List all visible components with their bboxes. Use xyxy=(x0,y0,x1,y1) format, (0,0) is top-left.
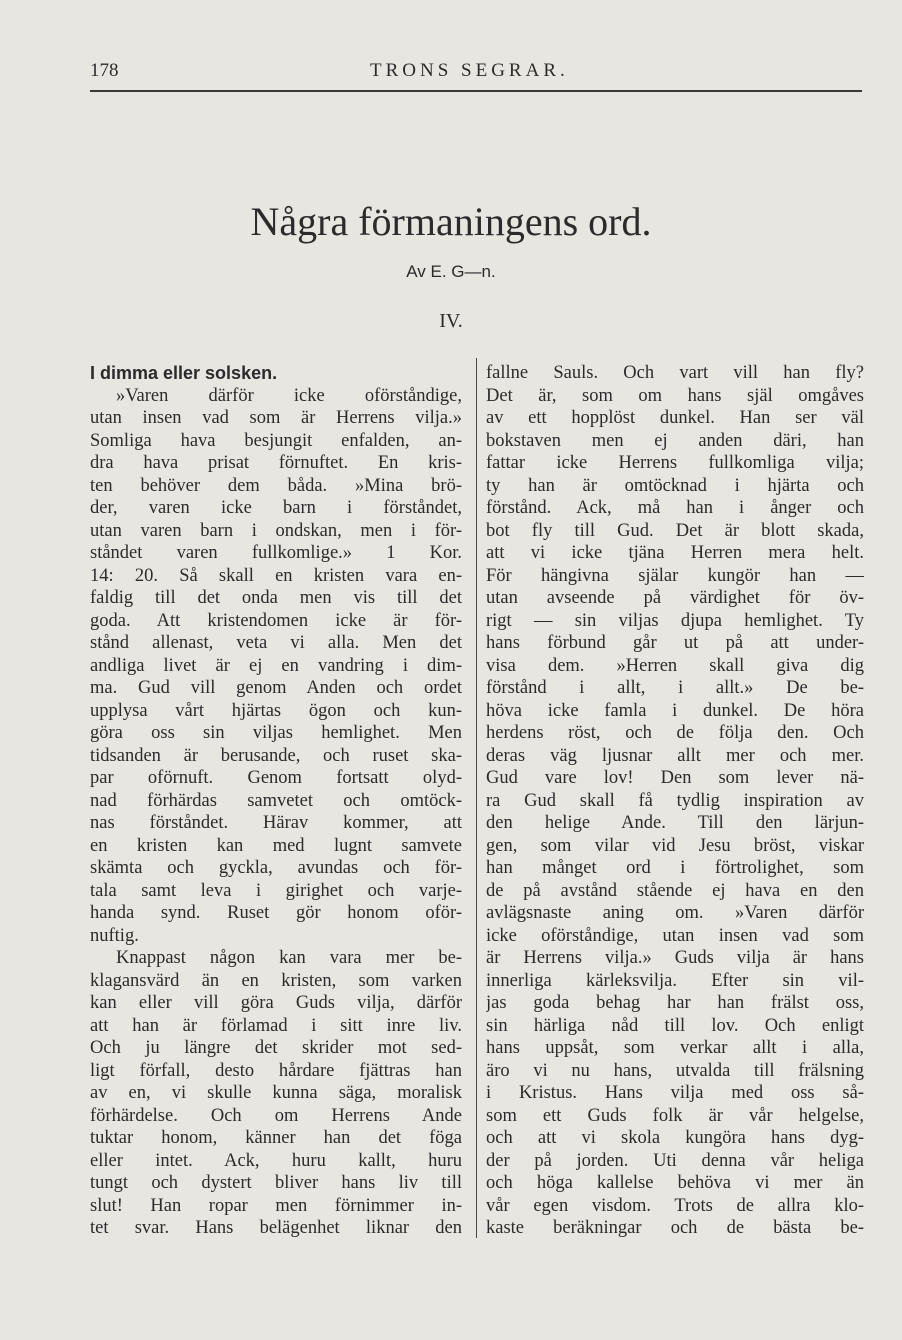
running-head xyxy=(90,60,862,94)
text-line: tet svar. Hans belägenhet liknar den xyxy=(90,1218,462,1238)
text-line: jas goda behag har han frälst oss, xyxy=(486,993,864,1013)
text-line: utan varen barn i ondskan, men i för- xyxy=(90,520,462,541)
text-line: och höga kallelse behöva vi mer än xyxy=(486,1173,864,1193)
text-line: klagansvärd än en kristen, som varken xyxy=(90,970,462,991)
text-line: av ett hopplöst dunkel. Han ser väl xyxy=(486,408,864,428)
text-line: ten behöver dem båda. »Mina brö- xyxy=(90,475,462,496)
text-line: att han är förlamad i sitt inre liv. xyxy=(90,1015,462,1036)
text-line: vår egen visdom. Trots de allra klo- xyxy=(486,1195,864,1216)
text-line: avlägsnaste aning om. »Varen därför xyxy=(486,903,864,923)
text-line: ståndet varen fullkomlige.» 1 Kor. xyxy=(90,543,462,563)
text-line: av en, vi skulle kunna säga, moralisk xyxy=(90,1083,462,1103)
text-line: rigt — sin viljas djupa hemlighet. Ty xyxy=(486,610,864,631)
text-line: nuftig. xyxy=(90,925,139,946)
text-line: bot fly till Gud. Det är blott skada, xyxy=(486,520,864,541)
text-line: de på avstånd stående ej hava en den xyxy=(486,880,864,901)
text-line: är Herrens vilja.» Guds vilja är hans xyxy=(486,948,864,968)
text-line: nas förståndet. Härav kommer, att xyxy=(90,813,462,833)
text-line: hans förbund går ut på att under- xyxy=(486,633,864,653)
left-column xyxy=(90,362,462,1240)
section-heading: I dimma eller solsken. xyxy=(90,363,278,383)
text-line: tidsanden är berusande, och ruset ska- xyxy=(90,745,462,766)
page-number: 178 xyxy=(90,60,119,81)
text-line: kan eller vill göra Guds vilja, därför xyxy=(90,993,462,1013)
text-line: kaste beräkningar och de bästa be- xyxy=(486,1218,864,1238)
article-byline: Av E. G—n. xyxy=(406,262,496,281)
text-line: stånd allenast, veta vi alla. Men det xyxy=(90,633,462,653)
text-line: att vi icke tjäna Herren mera helt. xyxy=(486,543,864,563)
text-line: För hängivna själar kungör han — xyxy=(486,565,864,586)
text-line: Gud vare lov! Den som lever nä- xyxy=(486,768,864,788)
text-line: visa dem. »Herren skall giva dig xyxy=(486,655,864,676)
part-number: IV. xyxy=(439,310,463,332)
text-line: ma. Gud vill genom Anden och ordet xyxy=(90,678,462,698)
column-divider xyxy=(476,358,477,1238)
text-line: tala samt leva i girighet och varje- xyxy=(90,880,462,901)
text-line: upplysa vårt hjärtas ögon och kun- xyxy=(90,700,462,721)
text-line: en kristen kan med lugnt samvete xyxy=(90,835,462,856)
text-line: nad förhärdas samvetet och omtöck- xyxy=(90,790,462,811)
article-title: Några förmaningens ord. xyxy=(250,199,652,244)
text-line: tuktar honom, känner han det föga xyxy=(90,1128,462,1148)
journal-title: TRONS SEGRAR. xyxy=(370,60,569,81)
text-line: andliga livet är ej en vandring i dim- xyxy=(90,655,462,676)
text-line: bokstaven men ej anden däri, han xyxy=(486,430,864,451)
text-line: göra oss sin viljas hemlighet. Men xyxy=(90,723,462,743)
text-line: tungt och dystert bliver hans liv till xyxy=(90,1173,462,1193)
text-line: ra Gud skall få tydlig inspiration av xyxy=(486,790,864,811)
text-line: och att vi skola kungöra hans dyg- xyxy=(486,1128,864,1148)
text-line: dra hava prisat förnuftet. En kris- xyxy=(90,453,462,473)
text-line: »Varen därför icke oförståndige, xyxy=(116,385,462,406)
text-line: höva icke famla i dunkel. De höra xyxy=(486,700,864,721)
text-line: utan insen vad som är Herrens vilja.» xyxy=(90,408,462,428)
right-column xyxy=(486,362,864,1240)
text-line: skämta och gyckla, avundas och för- xyxy=(90,858,462,878)
text-line: Och ju längre det skrider mot sed- xyxy=(90,1038,462,1058)
text-line: eller intet. Ack, huru kallt, huru xyxy=(90,1150,462,1171)
text-line: Somliga hava besjungit enfalden, an- xyxy=(90,430,462,451)
text-line: sin härliga nåd till lov. Och enligt xyxy=(486,1015,864,1036)
text-line: handa synd. Ruset gör honom oför- xyxy=(90,903,462,923)
text-line: herdens röst, och de följa den. Och xyxy=(486,723,864,743)
text-line: deras väg ljusnar allt mer och mer. xyxy=(486,745,864,766)
text-line: der på jorden. Uti denna vår heliga xyxy=(486,1150,864,1171)
text-line: den helige Ande. Till den lärjun- xyxy=(486,813,864,833)
text-line: der, varen icke barn i förståndet, xyxy=(90,498,462,518)
text-line: par oförnuft. Genom fortsatt olyd- xyxy=(90,768,462,788)
text-line: Det är, som om hans själ omgåves xyxy=(486,385,864,406)
text-line: ligt förfall, desto hårdare fjättras han xyxy=(90,1060,462,1081)
text-line: icke oförståndige, utan insen vad som xyxy=(486,925,864,946)
text-line: Knappast någon kan vara mer be- xyxy=(116,948,462,968)
text-line: äro vi nu hans, utvalda till frälsning xyxy=(486,1060,864,1081)
text-line: förstånd. Ack, må han i ånger och xyxy=(486,498,864,518)
text-line: goda. Att kristendomen icke är för- xyxy=(90,610,462,631)
text-line: förstånd i allt, i allt.» De be- xyxy=(486,678,864,698)
text-line: förhärdelse. Och om Herrens Ande xyxy=(90,1105,462,1126)
text-line: som ett Guds folk är vår helgelse, xyxy=(486,1105,864,1126)
text-line: ty han är omtöcknad i hjärta och xyxy=(486,475,864,496)
text-line: han månget ord i förtrolighet, som xyxy=(486,858,864,878)
text-line: i Kristus. Hans vilja med oss så- xyxy=(486,1083,864,1103)
text-line: faldig till det onda men vis till det xyxy=(90,588,462,608)
text-line: slut! Han ropar men förnimmer in- xyxy=(90,1195,462,1216)
text-line: fallne Sauls. Och vart vill han fly? xyxy=(486,363,864,383)
text-line: innerliga kärleksvilja. Efter sin vil- xyxy=(486,970,864,991)
text-line: 14: 20. Så skall en kristen vara en- xyxy=(90,565,462,586)
text-line: hans uppsåt, som verkar allt i alla, xyxy=(486,1038,864,1058)
text-line: fattar icke Herrens fullkomliga vilja; xyxy=(486,453,864,473)
header-rule xyxy=(90,90,862,92)
text-line: utan avseende på värdighet för öv- xyxy=(486,588,864,608)
text-line: gen, som vilar vid Jesu bröst, viskar xyxy=(486,835,864,856)
